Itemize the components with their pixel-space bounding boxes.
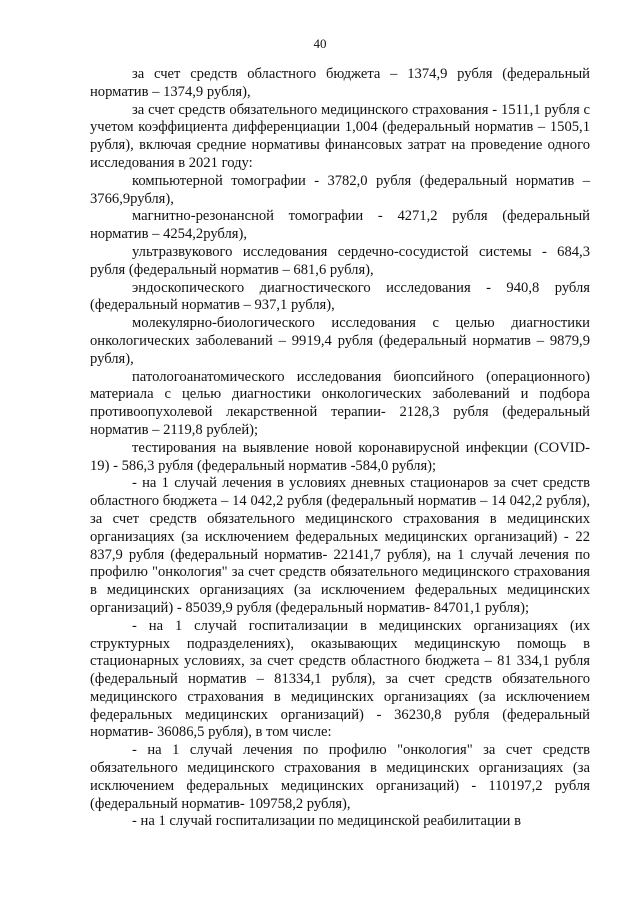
paragraph-oncology: - на 1 случай лечения по профилю "онкология" за счет средств обязательного медицинского страхования в медицинских организациях (за исключением федеральных медицинских организаций) - 110197,2 рубля (федеральный норматив- 109758,2 рубля), [90, 742, 590, 812]
paragraph-mri: магнитно-резонансной томографии - 4271,2 рубля (федеральный норматив – 4254,2рубля), [90, 208, 590, 243]
page-number: 40 [313, 36, 327, 51]
paragraph-regional-budget: за счет средств областного бюджета – 1374,9 рубля (федеральный норматив – 1374,9 рубля), [90, 66, 590, 100]
paragraph-pathology: патологоанатомического исследования биопсийного (операционного) материала с целью диагностики онкологических заболеваний и подбора противоопухолевой лекарственной терапии- 2128,3 рубля (федеральный норматив – 2119,8 рублей); [90, 368, 590, 438]
paragraph-oms-diagnostics: за счет средств обязательного медицинского страхования - 1511,1 рубля с учетом коэффициента дифференциации 1,004 (федеральный норматив – 1505,1 рубля), включая средние нормативы финансовых затрат на проведение одного исследования в 2021 году: [90, 101, 590, 171]
paragraph-day-hospital: - на 1 случай лечения в условиях дневных стационаров за счет средств областного бюджета – 14 042,2 рубля (федеральный норматив – 14 042,2 рубля), за счет средств обязательного медицинского страхования в медицинских организациях (за исключением федеральных медицинских организаций) - 22 837,9 рубля (федеральный норматив- 22141,7 рубля), на 1 случай лечения по профилю "онкология" за счет средств обязательного медицинского страхования в медицинских организациях (за исключением федеральных медицинских организаций) - 85039,9 рубля (федеральный норматив- 84701,1 рубля); [90, 475, 590, 616]
paragraph-molecular: молекулярно-биологического исследования с целью диагностики онкологических заболеваний – 9919,4 рубля (федеральный норматив – 9879,9 рубля), [90, 315, 590, 367]
paragraph-ultrasound: ультразвукового исследования сердечно-сосудистой системы - 684,3 рубля (федеральный норматив – 681,6 рубля), [90, 243, 590, 278]
paragraph-covid-testing: тестирования на выявление новой коронавирусной инфекции (COVID-19) - 586,3 рубля (федеральный норматив -584,0 рубля); [90, 439, 590, 474]
paragraph-hospitalization: - на 1 случай госпитализации в медицинских организациях (их структурных подразделениях), оказывающих медицинскую помощь в стационарных условиях, за счет средств областного бюджета – 81 334,1 рубля (федеральный норматив – 81334,1 рубля), за счет средств обязательного медицинского страхования в медицинских организациях (за исключением федеральных медицинских организаций) - 36230,8 рубля (федеральный норматив- 36086,5 рубля), в том числе: [90, 617, 590, 741]
document-body [90, 66, 590, 831]
paragraph-ct: компьютерной томографии - 3782,0 рубля (федеральный норматив – 3766,9рубля), [90, 172, 590, 207]
paragraph-endoscopy: эндоскопического диагностического исследования - 940,8 рубля (федеральный норматив – 937,1 рубля), [90, 279, 590, 314]
paragraph-rehabilitation: - на 1 случай госпитализации по медицинской реабилитации в [132, 813, 521, 830]
